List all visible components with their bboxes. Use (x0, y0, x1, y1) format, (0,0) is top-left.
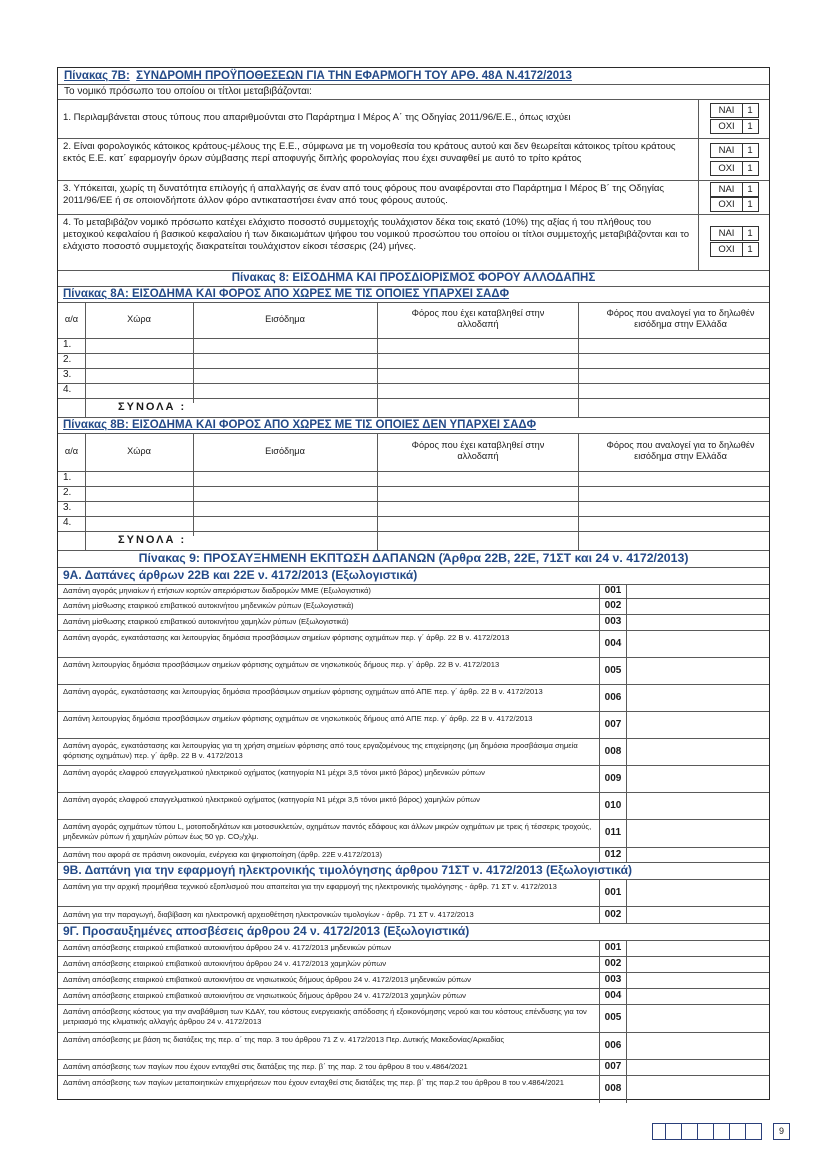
col-income: Εισόδημα (265, 446, 305, 456)
row-code: 001 (599, 584, 627, 598)
col-aa: α/α (64, 314, 79, 324)
q4-no-box[interactable] (710, 242, 759, 257)
row-code: 009 (599, 765, 627, 792)
col-income: Εισόδημα (265, 314, 305, 324)
row-text: Δαπάνη απόσβεσης με βάση τις διατάξεις της περ. α΄ της παρ. 3 του άρθρου 71 Ζ ν. 4172/2013 Περ. Δυτικής Μακεδονίας/Αρκαδίας (63, 1035, 505, 1044)
row-text: Δαπάνη αγοράς μηνιαίων ή ετήσιων κορτών απεριόριστων διαδρομών ΜΜΕ (Εξωλογιστικά) (63, 586, 371, 595)
expense-row-9a-001 (58, 584, 769, 599)
col-country: Χώρα (127, 446, 151, 456)
q2-no-box[interactable] (710, 161, 759, 176)
yes-label: ΝΑΙ (711, 144, 743, 157)
col-greek-tax: Φόρος που αναλογεί για το δηλωθέν εισόδημα στην Ελλάδα (606, 440, 755, 461)
row-code: 004 (599, 630, 627, 657)
question-2 (58, 138, 769, 181)
row-text: Δαπάνη αγοράς ελαφρού επαγγελματικού ηλεκτρικού οχήματος (κατηγορία Ν1 μέχρι 3,5 τόνοι μικτό βάρος) μηδενικών ρύπων (63, 768, 485, 777)
table-8a-title: Πίνακας 8Α: ΕΙΣΟΔΗΜΑ ΚΑΙ ΦΟΡΟΣ ΑΠΟ ΧΩΡΕΣ ΜΕ ΤΙΣ ΟΠΟΙΕΣ ΥΠΑΡΧΕΙ ΣΑΔΦ (58, 286, 769, 303)
expense-row-9b-002 (58, 906, 769, 924)
section-9b-title: 9Β. Δαπάνη για την εφαρμογή ηλεκτρονικής τιμολόγησης άρθρου 71ΣΤ ν. 4172/2013 (Εξωλογιστικά) (58, 862, 769, 880)
row-text: Δαπάνη απόσβεσης εταιρικού επιβατικού αυτοκινήτου σε νησιωτικούς δήμους άρθρου 24 ν. 4172/2013 χαμηλών ρύπων (63, 991, 466, 1000)
table-row (58, 516, 769, 532)
expense-row-9c-005 (58, 1004, 769, 1033)
col-foreign-tax: Φόρος που έχει καταβληθεί στην αλλοδαπή (411, 308, 545, 329)
row-text: Δαπάνη αγοράς, εγκατάστασης και λειτουργίας δημόσια προσβάσιμων σημείων φόρτισης οχημάτων περ. γ΄ άρθρ. 22 Β ν. 4172/2013 (63, 633, 510, 642)
expense-row-9a-011 (58, 819, 769, 848)
question-1 (58, 99, 769, 139)
yes-value: 1 (747, 145, 753, 156)
row-number: 1. (63, 472, 72, 483)
no-label: ΟΧΙ (711, 120, 743, 133)
row-text: Δαπάνη απόσβεσης εταιρικού επιβατικού αυτοκινήτου σε νησιωτικούς δήμους άρθρου 24 ν. 4172/2013 μηδενικών ρύπων (63, 975, 471, 984)
q3-yes-box[interactable] (710, 182, 759, 197)
footer-box (666, 1123, 682, 1140)
totals-label: ΣΥΝΟΛΑ : (118, 534, 187, 546)
no-label: ΟΧΙ (711, 198, 743, 211)
table-7b-title (58, 68, 769, 85)
expense-row-9a-012 (58, 847, 769, 863)
row-text: Δαπάνη αγοράς, εγκατάστασης και λειτουργίας για τη χρήση σημείων φόρτισης από τους εργαζομένους της επιχείρησης (μη δημόσια προσβάσιμα σημεία φόρτισης οχημάτων) περ. γ΄ άρθρ. 22 Β ν. 4172/2013 (63, 741, 578, 760)
q1-no-box[interactable] (710, 119, 759, 134)
row-code: 008 (599, 738, 627, 765)
no-value: 1 (747, 121, 753, 132)
footer-box (698, 1123, 714, 1140)
expense-row-9c-003 (58, 972, 769, 989)
row-text: Δαπάνη για την παραγωγή, διαβίβαση και ηλεκτρονική αρχειοθέτηση ηλεκτρονικών τιμολογίων - άρθρ. 71 ΣΤ ν. 4172/2013 (63, 910, 474, 919)
row-text: Δαπάνη αγοράς οχημάτων τύπου L, μοτοποδηλάτων και μοτοσυκλετών, οχημάτων παντός εδάφους και άλλων μικρών οχημάτων με τρεις ή τέσσερις τροχούς, μηδενικών ρύπων ή χαμηλών ρύπων έως 50 γρ. CO₂/χλμ. (63, 822, 592, 841)
no-label: ΟΧΙ (711, 243, 743, 256)
table-row (58, 486, 769, 502)
row-code: 001 (599, 879, 627, 906)
row-number: 2. (63, 487, 72, 498)
footer-box (652, 1123, 666, 1140)
yes-label: ΝΑΙ (711, 104, 743, 117)
row-code: 010 (599, 792, 627, 819)
yes-label: ΝΑΙ (711, 227, 743, 240)
expense-row-9c-004 (58, 988, 769, 1005)
totals-row (58, 398, 769, 418)
no-value: 1 (747, 163, 753, 174)
row-code: 007 (599, 1059, 627, 1075)
row-code: 003 (599, 614, 627, 630)
row-code: 012 (599, 847, 627, 862)
question-3-text: 3. Υπόκειται, χωρίς τη δυνατότητα επιλογής ή απαλλαγής σε έναν από τους φόρους που αναφέρονται στο Παράρτημα Ι Μέρος Β΄ της Οδηγίας 2011/96/ΕΕ ή σε οποιονδήποτε άλλον φόρο αντικαταστήσει έναν από τους φόρους αυτούς. (63, 183, 665, 206)
question-4 (58, 214, 769, 271)
yes-value: 1 (747, 228, 753, 239)
row-text: Δαπάνη απόσβεσης των παγίων μεταποιητικών επιχειρήσεων που έχουν ενταχθεί στις διατάξεις της περ. β΄ της παρ.2 του άρθρου 8 του ν.4864/2021 (63, 1078, 564, 1087)
row-code: 002 (599, 598, 627, 614)
row-number: 1. (63, 339, 72, 350)
row-text: Δαπάνη λειτουργίας δημόσια προσβάσιμων σημείων φόρτισης οχημάτων σε νησιωτικούς δήμους περ. γ΄ άρθρ. 22 Β ν. 4172/2013 (63, 660, 500, 669)
question-2-text: 2. Είναι φορολογικός κάτοικος κράτους-μέλους της Ε.Ε., σύμφωνα με τη νομοθεσία του κράτους αυτού και δεν θεωρείται κάτοικος τρίτου κράτους εκτός Ε.Ε. κατ΄ εφαρμογήν όρων σύμβασης περί αποφυγής διπλής φορολογίας που έχει συναφθεί με αυτό το τρίτο κράτος (63, 141, 676, 164)
row-text: Δαπάνη μίσθωσης εταιρικού επιβατικού αυτοκινήτου μηδενικών ρύπων (Εξωλογιστικά) (63, 601, 354, 610)
row-number: 4. (63, 517, 72, 528)
row-code: 006 (599, 684, 627, 711)
table-row (58, 501, 769, 517)
expense-row-9a-009 (58, 765, 769, 793)
row-text: Δαπάνη που αφορά σε πράσινη οικονομία, ενέργεια και ψηφιοποίηση (άρθρ. 22Ε ν.4172/2013) (63, 850, 383, 859)
yes-value: 1 (747, 105, 753, 116)
question-1-text: 1. Περιλαμβάνεται στους τύπους που απαριθμούνται στο Παράρτημα Ι Μέρος Α΄ της Οδηγίας 2011/96/Ε.Ε., όπως ισχύει (63, 112, 571, 123)
expense-row-9a-007 (58, 711, 769, 739)
row-text: Δαπάνη αγοράς ελαφρού επαγγελματικού ηλεκτρικού οχήματος (κατηγορία Ν1 μέχρι 3,5 τόνοι μικτό βάρος) χαμηλών ρύπων (63, 795, 480, 804)
row-code: 002 (599, 956, 627, 972)
row-number: 3. (63, 369, 72, 380)
expense-row-9a-003 (58, 614, 769, 631)
row-text: Δαπάνη απόσβεσης εταιρικού επιβατικού αυτοκινήτου άρθρου 24 ν. 4172/2013 χαμηλών ρύπων (63, 959, 387, 968)
row-text: Δαπάνη για την αρχική προμήθεια τεχνικού εξοπλισμού που απαιτείται για την εφαρμογή της ηλεκτρονικής τιμολόγησης - άρθρ. 71 ΣΤ ν. 4172/2013 (63, 882, 557, 891)
table-7b-subtitle: Το νομικό πρόσωπο του οποίου οι τίτλοι μεταβιβάζονται: (58, 84, 769, 100)
row-text: Δαπάνη απόσβεσης των παγίων που έχουν ενταχθεί στις διατάξεις της περ. β΄ της παρ. 2 του άρθρου 8 του ν.4864/2021 (63, 1062, 468, 1071)
expense-row-9c-007 (58, 1059, 769, 1076)
expense-row-9a-010 (58, 792, 769, 820)
table-8-title: Πίνακας 8: ΕΙΣΟΔΗΜΑ ΚΑΙ ΠΡΟΣΔΙΟΡΙΣΜΟΣ ΦΟΡΟΥ ΑΛΛΟΔΑΠΗΣ (58, 270, 769, 287)
table-9-title: Πίνακας 9: ΠΡΟΣΑΥΞΗΜΕΝΗ ΕΚΠΤΩΣΗ ΔΑΠΑΝΩΝ (Άρθρα 22Β, 22Ε, 71ΣΤ και 24 ν. 4172/2013) (58, 550, 769, 568)
no-label: ΟΧΙ (711, 162, 743, 175)
q3-no-box[interactable] (710, 197, 759, 212)
row-code: 007 (599, 711, 627, 738)
row-code: 005 (599, 1004, 627, 1032)
row-text: Δαπάνη λειτουργίας δημόσια προσβάσιμων σημείων φόρτισης οχημάτων σε νησιωτικούς δήμους από ΑΠΕ περ. γ΄ άρθρ. 22 Β ν. 4172/2013 (63, 714, 533, 723)
totals-row (58, 531, 769, 551)
expense-row-9a-008 (58, 738, 769, 766)
yes-value: 1 (747, 184, 753, 195)
question-4-text: 4. Το μεταβιβάζον νομικό πρόσωπο κατέχει ελάχιστο ποσοστό συμμετοχής τουλάχιστον δέκα τοις εκατό (10%) της αξίας ή του πλήθους του μετοχικού κεφαλαίου ή βασικού κεφαλαίου ή των δικαιωμάτων ψήφου του νομικού προσώπου του οποίου οι τίτλοι συμμετοχής μεταβιβάζονται και το ελάχιστο ποσοστό συμμετοχής διακρατείται τουλάχιστον είκοσι τέσσερις (24) μήνες. (63, 217, 690, 252)
table-row (58, 383, 769, 399)
table-8b-title: Πίνακας 8Β: ΕΙΣΟΔΗΜΑ ΚΑΙ ΦΟΡΟΣ ΑΠΟ ΧΩΡΕΣ ΜΕ ΤΙΣ ΟΠΟΙΕΣ ΔΕΝ ΥΠΑΡΧΕΙ ΣΑΔΦ (58, 417, 769, 434)
col-foreign-tax: Φόρος που έχει καταβληθεί στην αλλοδαπή (411, 440, 545, 461)
footer-box (746, 1123, 762, 1140)
row-code: 003 (599, 972, 627, 988)
section-9a-title: 9Α. Δαπάνες άρθρων 22Β και 22Ε ν. 4172/2013 (Εξωλογιστικά) (58, 567, 769, 585)
table-row (58, 353, 769, 369)
expense-row-9c-006 (58, 1032, 769, 1060)
table-8b (58, 433, 769, 550)
row-code: 011 (599, 819, 627, 847)
row-number: 4. (63, 384, 72, 395)
footer-box (730, 1123, 746, 1140)
expense-row-9a-004 (58, 630, 769, 658)
footer-box (682, 1123, 698, 1140)
row-number: 2. (63, 354, 72, 365)
q2-yes-box[interactable] (710, 143, 759, 158)
no-value: 1 (747, 244, 753, 255)
col-greek-tax: Φόρος που αναλογεί για το δηλωθέν εισόδημα στην Ελλάδα (606, 308, 755, 329)
table-7b-prefix: Πίνακας 7Β: (64, 70, 130, 82)
page-number: 9 (773, 1123, 790, 1140)
row-code: 008 (599, 1075, 627, 1103)
expense-row-9a-002 (58, 598, 769, 615)
q1-yes-box[interactable] (710, 103, 759, 118)
row-code: 005 (599, 657, 627, 684)
row-text: Δαπάνη απόσβεσης κόστους για την αναβάθμιση των ΚΔΑΥ, του κόστους ενεργειακής απόδοσης ή εξοικονόμησης νερού και του κόστους επένδυσης για τον μετριασμό της κλιματικής αλλαγής άρθρου 24 ν. 4172/2013 (63, 1007, 587, 1026)
expense-row-9a-006 (58, 684, 769, 712)
footer-box (714, 1123, 730, 1140)
question-3 (58, 180, 769, 215)
col-aa: α/α (64, 446, 79, 456)
form-page (57, 67, 770, 1100)
table-row (58, 338, 769, 354)
no-value: 1 (747, 199, 753, 210)
expense-row-9a-005 (58, 657, 769, 685)
table-row (58, 471, 769, 487)
q4-yes-box[interactable] (710, 226, 759, 241)
expense-row-9c-008 (58, 1075, 769, 1103)
yes-label: ΝΑΙ (711, 183, 743, 196)
row-number: 3. (63, 502, 72, 513)
section-9c-title: 9Γ. Προσαυξημένες αποσβέσεις άρθρου 24 ν. 4172/2013 (Εξωλογιστικά) (58, 923, 769, 941)
row-code: 004 (599, 988, 627, 1004)
row-text: Δαπάνη μίσθωσης εταιρικού επιβατικού αυτοκινήτου χαμηλών ρύπων (Εξωλογιστικά) (63, 617, 349, 626)
expense-row-9b-001 (58, 879, 769, 907)
expense-row-9c-002 (58, 956, 769, 973)
table-7b-heading: ΣΥΝΔΡΟΜΗ ΠΡΟΫΠΟΘΕΣΕΩΝ ΓΙΑ ΤΗΝ ΕΦΑΡΜΟΓΗ ΤΟΥ ΑΡΘ. 48Α Ν.4172/2013 (136, 70, 572, 82)
row-code: 001 (599, 940, 627, 956)
totals-label: ΣΥΝΟΛΑ : (118, 401, 187, 413)
row-code: 002 (599, 906, 627, 923)
col-country: Χώρα (127, 314, 151, 324)
expense-row-9c-001 (58, 940, 769, 957)
row-code: 006 (599, 1032, 627, 1059)
row-text: Δαπάνη αγοράς, εγκατάστασης και λειτουργίας δημόσια προσβάσιμων σημείων φόρτισης οχημάτων από ΑΠΕ περ. γ΄ άρθρ. 22 Β ν. 4172/2013 (63, 687, 543, 696)
row-text: Δαπάνη απόσβεσης εταιρικού επιβατικού αυτοκινήτου άρθρου 24 ν. 4172/2013 μηδενικών ρύπων (63, 943, 392, 952)
table-8a (58, 302, 769, 417)
table-row (58, 368, 769, 384)
